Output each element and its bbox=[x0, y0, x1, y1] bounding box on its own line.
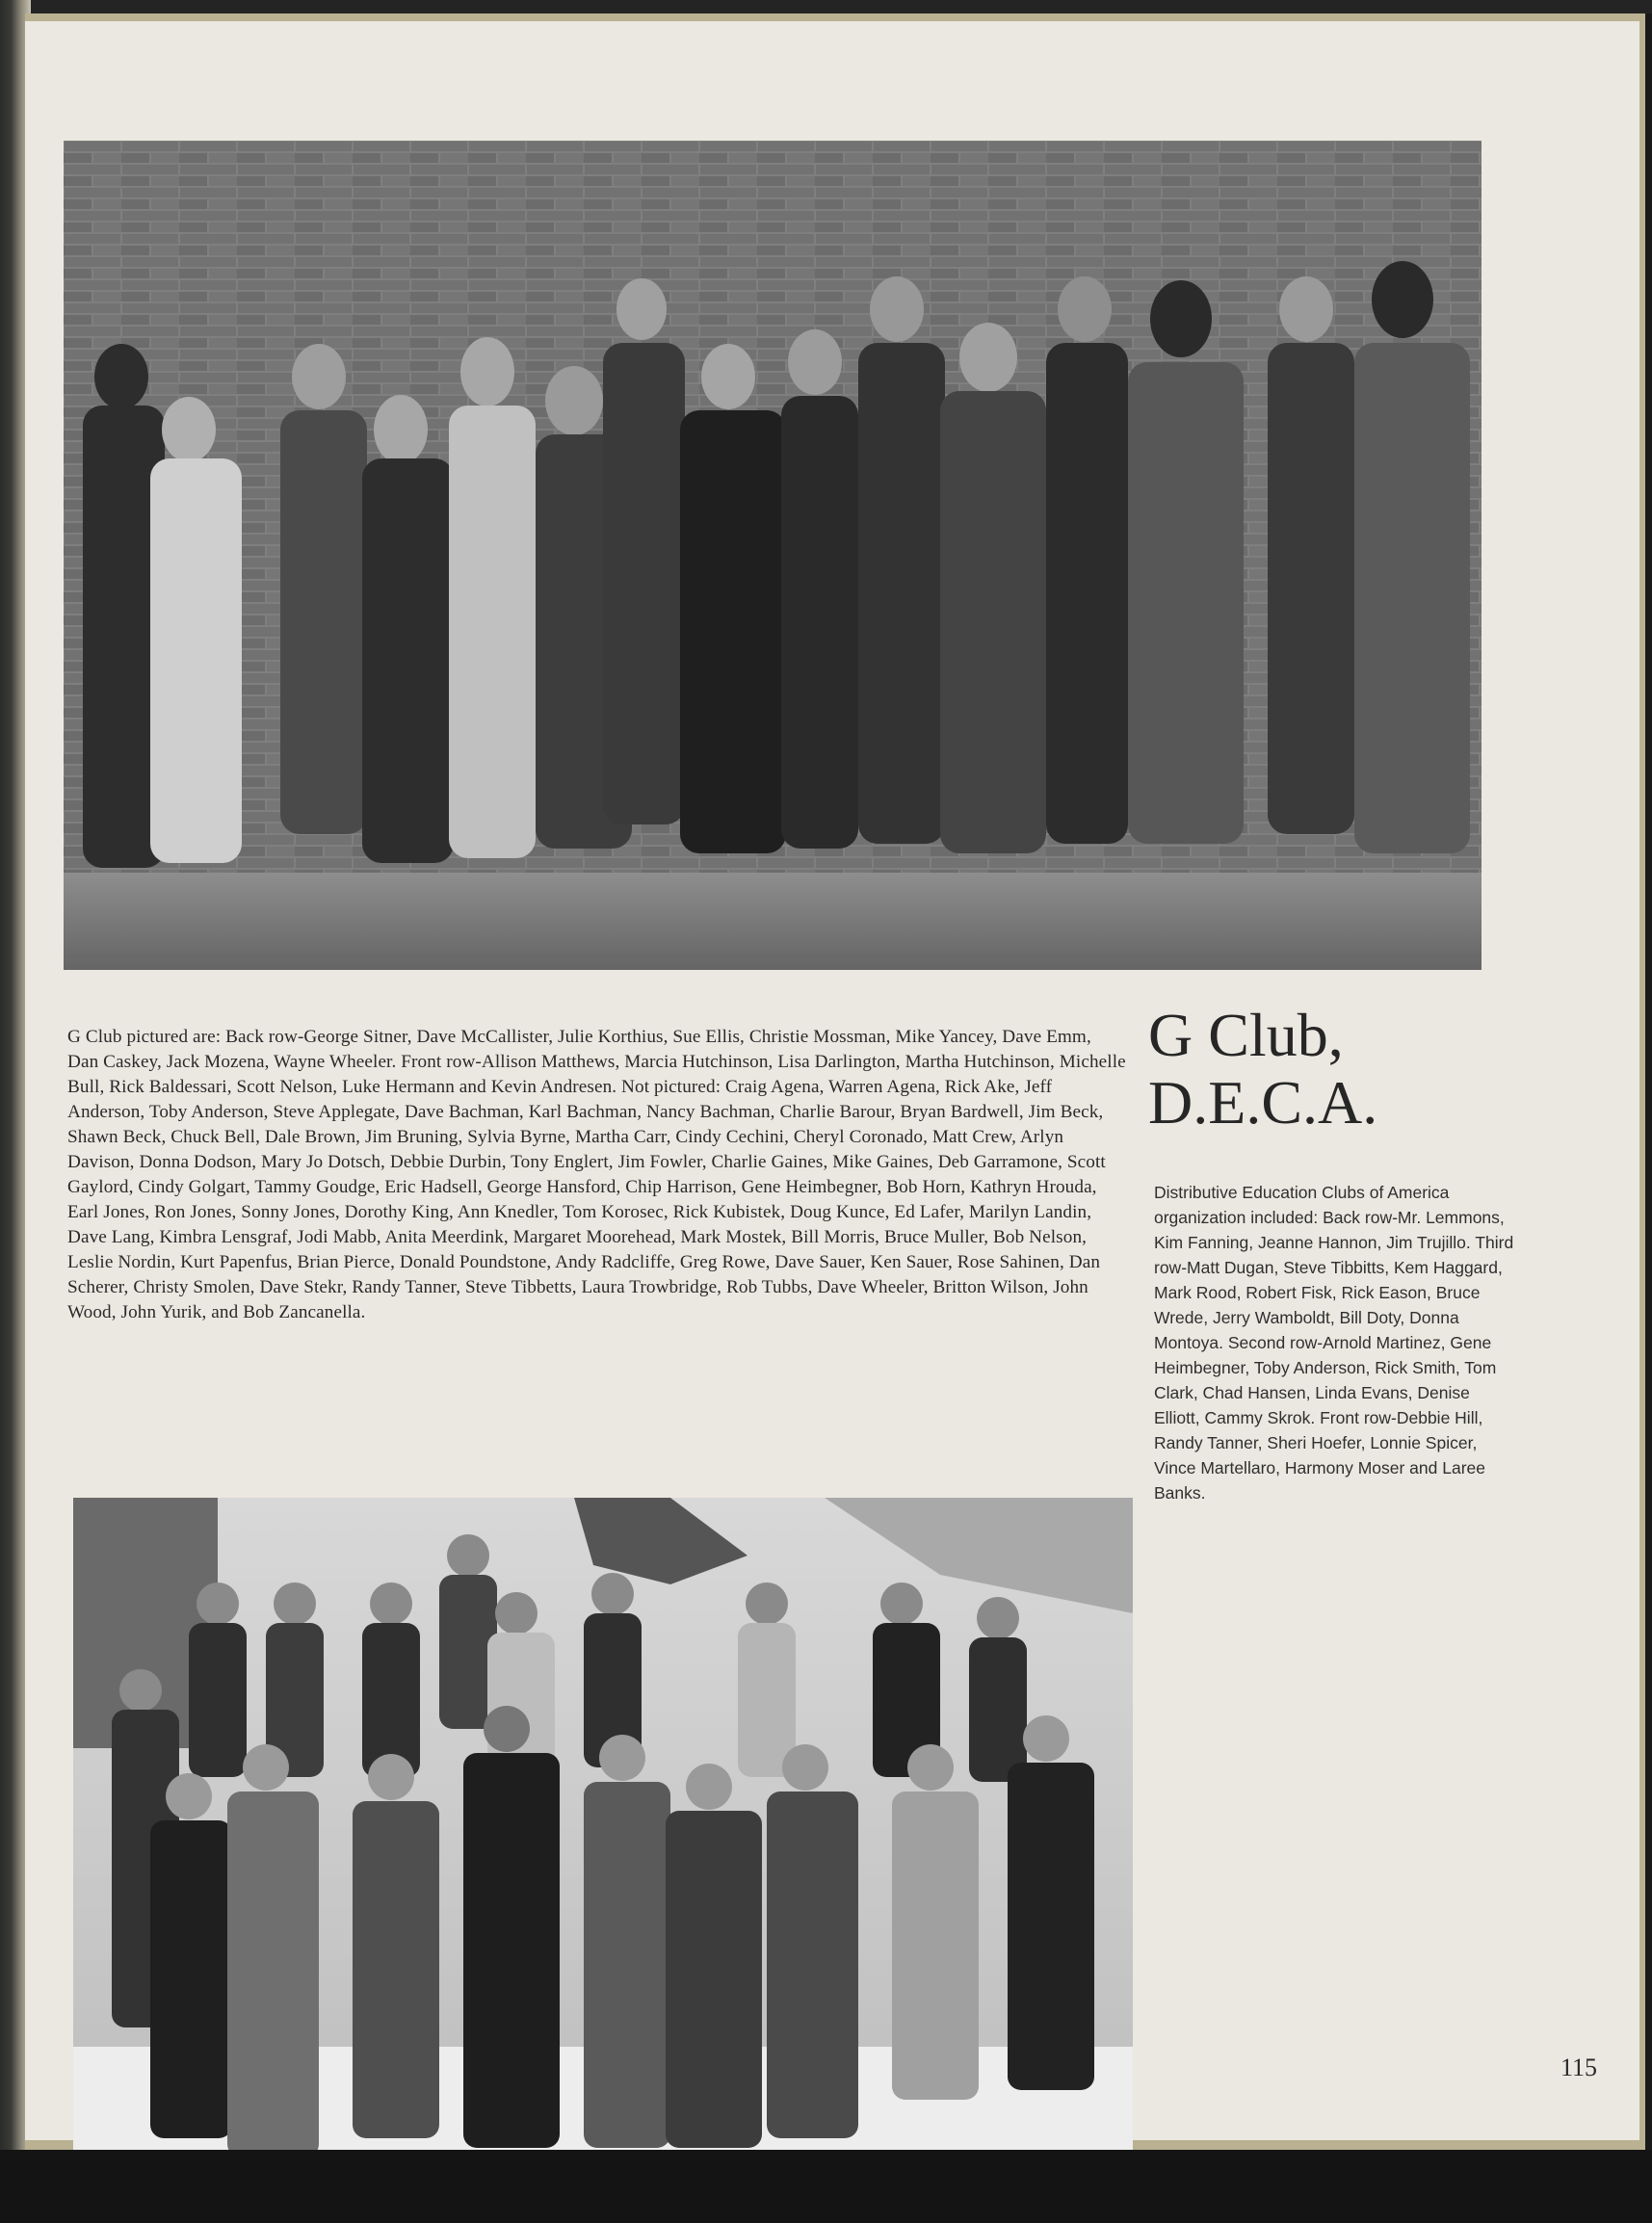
deca-caption: Distributive Education Clubs of America organization included: Back row-Mr. Lemmons, Kim Fanning, Jeanne Hannon, Jim Trujillo. Third row-Matt Dugan, Steve Tibbitts, Kem Haggard, Mark Rood, Robert Fisk, Rick Eason, Bruce Wrede, Jerry Wamboldt, Bill Doty, Donna Montoya. Second row-Arnold Martinez, Gene Heimbegner, Toby Anderson, Rick Smith, Tom Clark, Chad Hansen, Linda Evans, Denise Elliott, Cammy Skrok. Front row-Debbie Hill, Randy Tanner, Sheri Hoefer, Lonnie Spicer, Vince Martellaro, Harmony Moser and Laree Banks. bbox=[1154, 1182, 1514, 1503]
heading-line-2: D.E.C.A. bbox=[1148, 1068, 1378, 1137]
bottom-edge bbox=[0, 2150, 1652, 2223]
g-club-group-photo bbox=[64, 141, 1482, 970]
deca-group-photo bbox=[73, 1498, 1133, 2164]
page-heading bbox=[1148, 1002, 1553, 1137]
page-number: 115 bbox=[1560, 2053, 1598, 2081]
heading-line-1: G Club, bbox=[1148, 1001, 1344, 1069]
g-club-caption: G Club pictured are: Back row-George Sitner, Dave McCallister, Julie Korthius, Sue Ellis, Christie Mossman, Mike Yancey, Dave Emm, Dan Caskey, Jack Mozena, Wayne Wheeler. Front row-Allison Matthews, Marcia Hutchinson, Lisa Darlington, Martha Hutchinson, Michelle Bull, Rick Baldessari, Scott Nelson, Luke Hermann and Kevin Andresen. Not pictured: Craig Agena, Warren Agena, Rick Ake, Jeff Anderson, Toby Anderson, Steve Applegate, Dave Bachman, Karl Bachman, Nancy Bachman, Charlie Barour, Bryan Bardwell, Jim Beck, Shawn Beck, Chuck Bell, Dale Brown, Jim Bruning, Sylvia Byrne, Martha Carr, Cindy Cechini, Cheryl Coronado, Matt Crew, Arlyn Davison, Donna Dodson, Mary Jo Dotsch, Debbie Durbin, Tony Englert, Jim Fowler, Charlie Gaines, Mike Gaines, Deb Garramone, Scott Gaylord, Cindy Golgart, Tammy Goudge, Eric Hadsell, George Hansford, Chip Harrison, Gene Heimbegner, Bob Horn, Kathryn Hrouda, Earl Jones, Ron Jones, Sonny Jones, Dorothy King, Ann Knedler, Tom Korosec, Rick Kubistek, Doug Kunce, Ed Lafer, Marilyn Landin, Dave Lang, Kimbra Lensgraf, Jodi Mabb, Anita Meerdink, Margaret Moorehead, Mark Mostek, Bill Morris, Bruce Muller, Bob Nelson, Leslie Nordin, Kurt Papenfus, Brian Pierce, Donald Poundstone, Andy Radcliffe, Greg Rowe, Dave Sauer, Ken Sauer, Rose Sahinen, Dan Scherer, Christy Smolen, Dave Stekr, Randy Tanner, Steve Tibbetts, Laura Trowbridge, Rob Tubbs, Dave Wheeler, Britton Wilson, John Wood, John Yurik, and Bob Zancanella. bbox=[67, 1027, 1126, 1323]
top-edge bbox=[0, 0, 1652, 13]
